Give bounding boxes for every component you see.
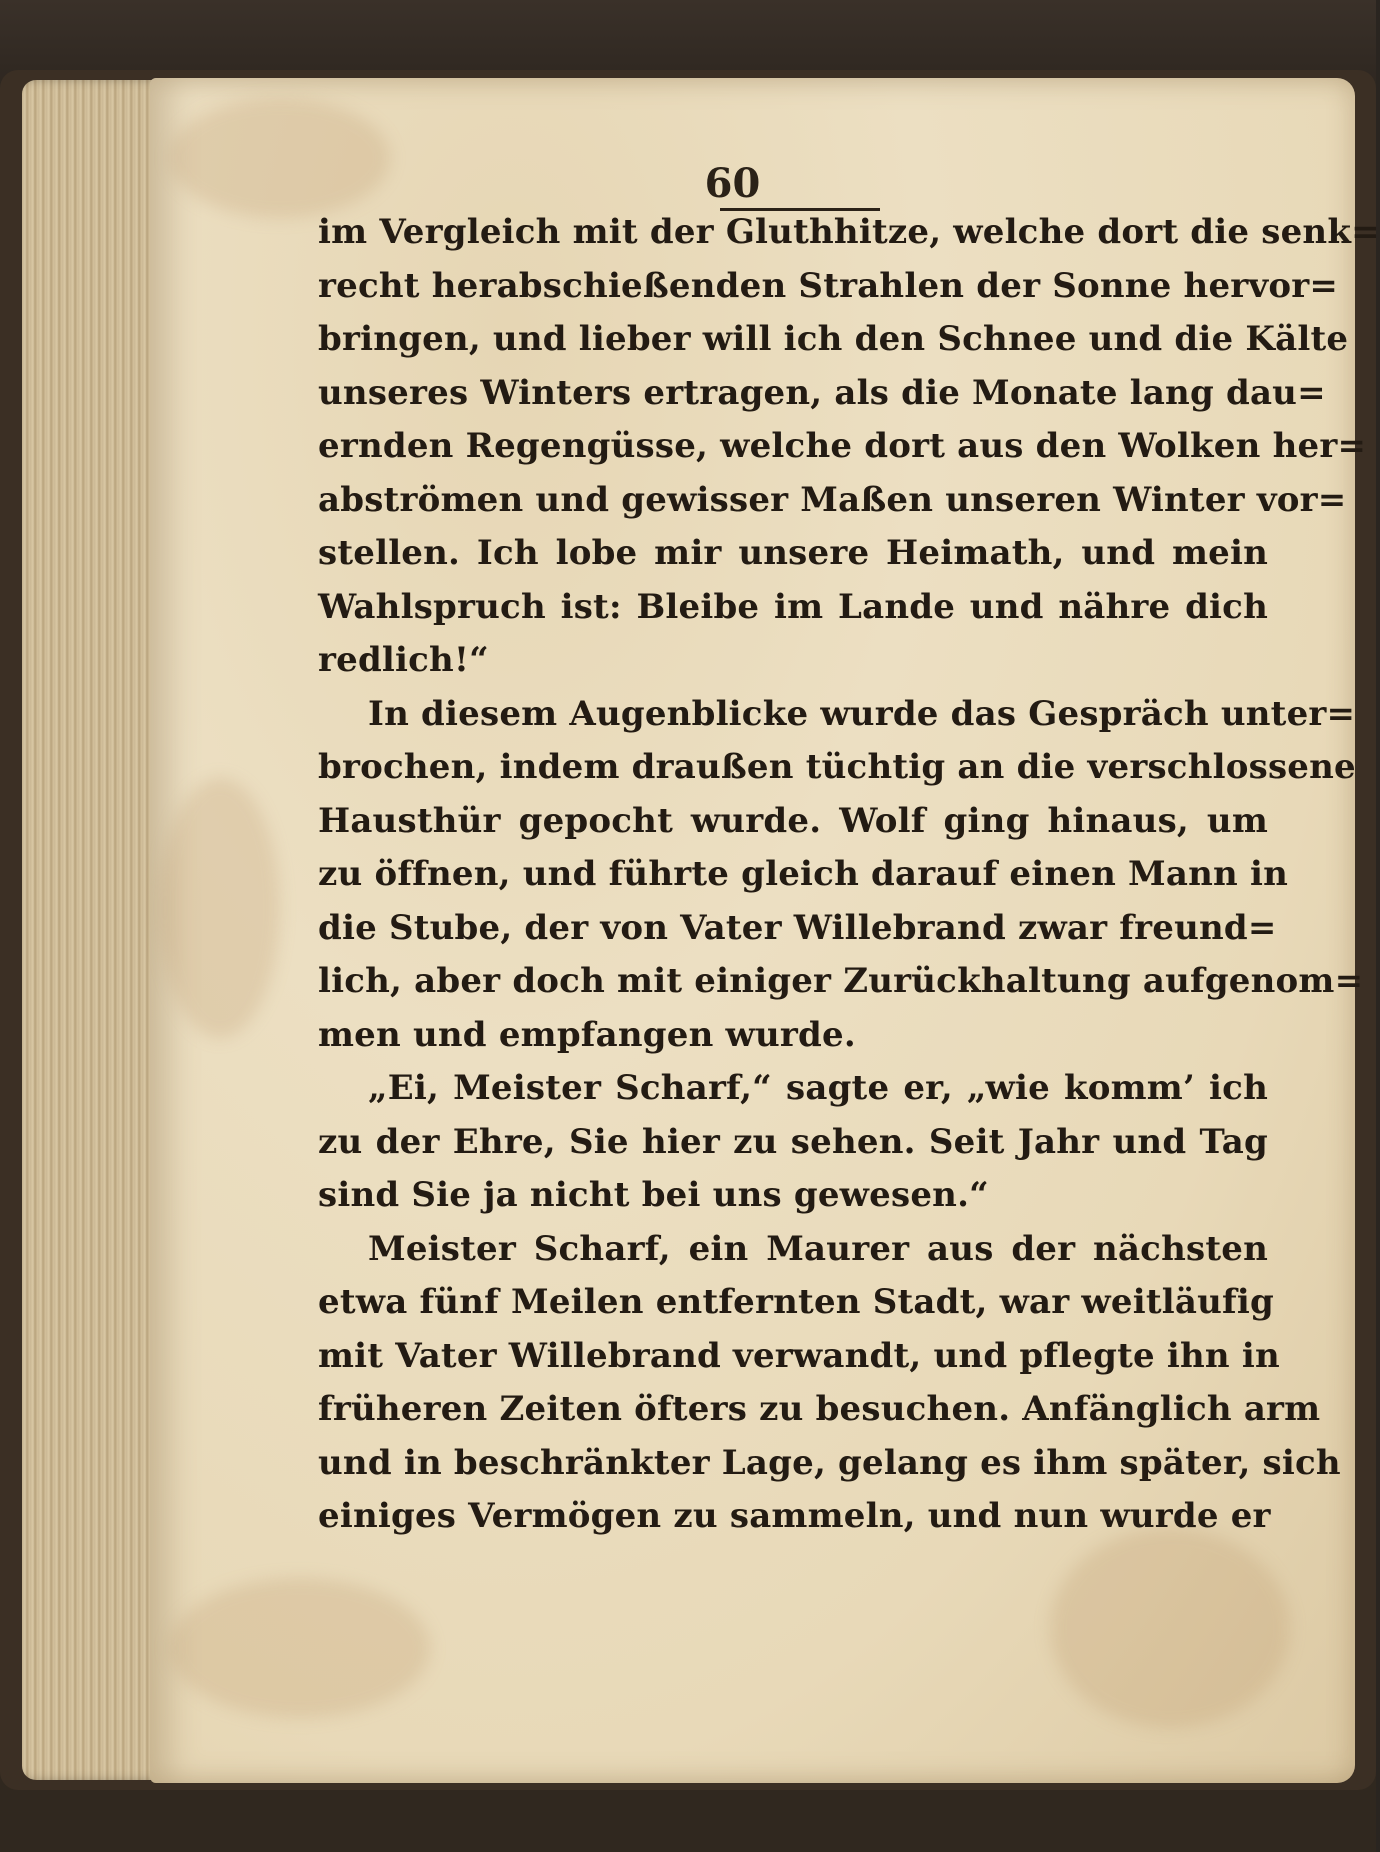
stain (1050, 1528, 1290, 1728)
text-line: abströmen und gewisser Maßen unseren Winter vor= (318, 479, 1347, 520)
text-line: ernden Regengüsse, welche dort aus den Wolken her= (318, 426, 1367, 466)
text-line: bringen, und lieber will ich den Schnee und die Kälte (318, 319, 1349, 359)
stain (160, 778, 280, 1038)
text-line: brochen, indem draußen tüchtig an die verschlossene (318, 747, 1356, 787)
text-line: men und empfangen wurde. (318, 1014, 856, 1055)
text-line: Hausthür gepocht wurde. Wolf ging hinaus, um (318, 800, 1268, 841)
text-line: zu der Ehre, Sie hier zu sehen. Seit Jahr und Tag (318, 1121, 1268, 1162)
text-line: Meister Scharf, ein Maurer aus der nächsten (368, 1228, 1268, 1269)
text-line: recht herabschießenden Strahlen der Sonne hervor= (318, 265, 1339, 306)
text-line: etwa fünf Meilen entfernten Stadt, war weitläufig (318, 1282, 1274, 1322)
text-line: früheren Zeiten öfters zu besuchen. Anfänglich arm (318, 1389, 1321, 1429)
body-text (318, 206, 1380, 1544)
paragraph (318, 688, 1364, 1063)
text-line: Wahlspruch ist: Bleibe im Lande und nähre dich (318, 586, 1268, 627)
text-line: lich, aber doch mit einiger Zurückhaltung aufgenom= (318, 961, 1364, 1001)
book-page (150, 78, 1380, 1783)
page-number: 60 (704, 160, 761, 207)
text-line: sind Sie ja nicht bei uns gewesen.“ (318, 1175, 989, 1215)
text-line: redlich!“ (318, 640, 489, 680)
text-line: zu öffnen, und führte gleich darauf einen Mann in (318, 854, 1289, 894)
text-line: „Ei, Meister Scharf,“ sagte er, „wie komm’ ich (368, 1068, 1268, 1108)
text-line: einiges Vermögen zu sammeln, und nun wurde er (318, 1496, 1271, 1536)
text-line: und in beschränkter Lage, gelang es ihm später, sich (318, 1442, 1341, 1483)
text-line: unseres Winters ertragen, als die Monate lang dau= (318, 372, 1326, 413)
text-line: im Vergleich mit der Gluthhitze, welche dort die senk= (318, 212, 1380, 252)
text-line: In diesem Augenblicke wurde das Gespräch unter= (368, 693, 1356, 734)
stain (170, 1578, 430, 1718)
paragraph (318, 1223, 1341, 1544)
text-line: die Stube, der von Vater Willebrand zwar freund= (318, 907, 1277, 948)
paragraph (318, 1062, 1268, 1223)
text-line: stellen. Ich lobe mir unsere Heimath, und mein (318, 533, 1268, 573)
text-line: mit Vater Willebrand verwandt, und pflegte ihn in (318, 1335, 1280, 1376)
paragraph (318, 206, 1380, 688)
